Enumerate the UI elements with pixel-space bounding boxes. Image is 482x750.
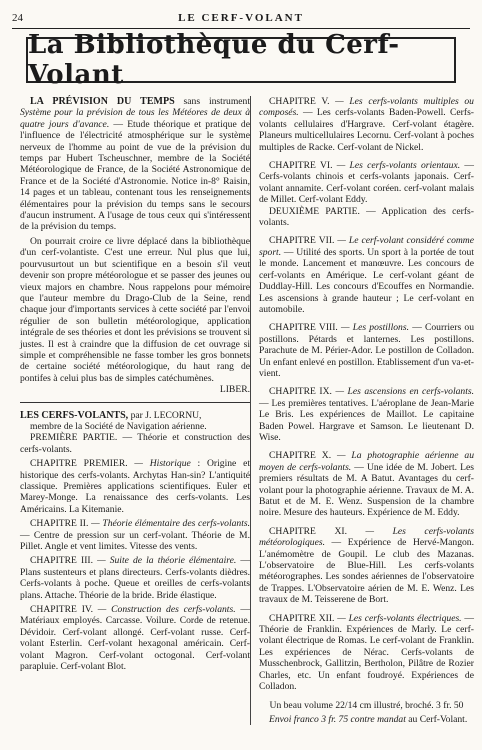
chapter-7: CHAPITRE VII. — Le cerf-volant considéré comme sport. — Utilité des sports. Un sport à la portée de tout le monde. Lancement et manœuvre. Les concours de cerf-volants en Amérique. Le cerf-volant géant de Duddlay-Hill. Les concours d'Ecouffes en Normandie. Les ascensions à grande hauteur ; Le cerf-volant en automobile. bbox=[259, 235, 474, 315]
part-two: DEUXIÈME PARTIE. — Application des cerfs-volants. bbox=[259, 205, 474, 229]
page-number: 24 bbox=[12, 12, 23, 24]
chapter-12: CHAPITRE XII. — Les cerfs-volants électriques. — Théorie de Franklin. Expériences de Marly. Le cerf-volant électrique de Romas. Le cerf-volant de Franklin. Les expériences de Nérac. Cerfs-volants de Musschenbrock, Gallitzin, Bertholon, Pilâtre de Rozier Charles, etc. Un enfant foudroyé. Expériences de Colladon. bbox=[259, 612, 474, 693]
chapter-4: CHAPITRE IV. — Construction des cerfs-volants. — Matériaux employés. Carcasse. Voilure. Corde de retenue. Dévidoir. Cerf-volant allongé. Cerf-volant russe. Cerf-volant Esterlin. Cerf-volant hexagonal américain. Cerf-volant Magron. Cerf-volant octogonal. Cerf-volant parapluie. Cerf-volant Blot. bbox=[20, 604, 250, 673]
chapter-3: CHAPITRE III. — Suite de la théorie élémentaire. — Plans sustenteurs et plans directeurs. Cerfs-volants dièdres. Cerfs-volants à poche. Queue et oreilles de cerfs-volants plans. Attache. Théorie de la bride. Bride élastique. bbox=[20, 555, 250, 601]
left-column bbox=[20, 96, 250, 673]
column-divider bbox=[20, 402, 250, 403]
review-signature: LIBER. bbox=[219, 384, 250, 396]
banner-title: La Bibliothèque du Cerf-Volant bbox=[28, 30, 400, 90]
part-one: PREMIÈRE PARTIE. — Théorie et construction des cerfs-volants. bbox=[20, 432, 250, 455]
shipping-note: Envoi franco 3 fr. 75 contre mandat au Cerf-Volant. bbox=[269, 713, 468, 725]
price-line: Un beau volume 22/14 cm illustré, broché. 3 fr. 50 bbox=[269, 699, 464, 711]
prevision-review: LA PRÉVISION DU TEMPS sans instrument Système pour la prévision de tous les Météores de deux à quatre jours d'avance. — Etude théorique et pratique de l'influence de l'électricité atmosphérique sur le système nerveux de l'homme au point de vue de la prévision du temps par Hubert Tscheuschner, membre de la Société Météorologique de France, de la Société Astronomique de France et de la Société d'Astronomie. Notice in-8° Raisin, 14 pages et un tableau, contenant tous les renseignements élémentaires pour la prévision du temps sans le secours d'aucun instrument. A l'usage de tous ceux qui s'intéressent de la prévision du temps. bbox=[20, 96, 251, 233]
author-affiliation: membre de la Société de Navigation aérienne. bbox=[30, 420, 207, 432]
chapter-1: CHAPITRE PREMIER. — Historique : Origine et historique des cerfs-volants. Archytas Han-sin? L'antiquité classique. Premières applications scientifiques. Euler et Marey-Monge. La renaissance des cerfs-volants. Les Américains. La Kitemanie. bbox=[20, 458, 250, 515]
header-rule bbox=[12, 28, 470, 29]
chapter-9: CHAPITRE IX. — Les ascensions en cerfs-volants. — Les premières tentatives. L'aéroplane de Jean-Marie Le Bris. Les expériences de Maillot. Le capitaine Baden Powel. Hargrave et Samson. Le lieutenant D. Wise. bbox=[259, 386, 474, 443]
chapter-5: CHAPITRE V. — Les cerfs-volants multiples ou composés. — Les cerfs-volants Baden-Powell. Cerfs-volants cellulaires d'Hargrave. Cerf-volant étagère. Planeurs multicellulaires Lecornu. Cerf-volant à poches multiples de Racke. Cerf-volant de Nickel. bbox=[259, 96, 474, 153]
cerfs-volants-book-title: LES CERFS-VOLANTS, par J. LECORNU, bbox=[20, 409, 202, 421]
chapter-11: CHAPITRE XI. — Les cerfs-volants météorologiques. — Expérience de Hervé-Mangon. L'anémomètre de Goupil. Le club des Mazanas. L'observatoire de Blue-Hill. Les cerfs-volants météorographes. Les sondes aériennes de l'observatoire de Trappes. L'Observatoire aérien de M. E. Wenz. Les travaux de M. Teisserene de Bort. bbox=[259, 525, 474, 606]
journal-title: LE CERF-VOLANT bbox=[178, 12, 304, 24]
chapter-6: CHAPITRE VI. — Les cerfs-volants orientaux. — Cerfs-volants chinois et cerfs-volants japonais. Cerf-volant annamite. Cerf-volant coréen. cerf-volant malais de Millet. Cerf-volant Eddy. bbox=[259, 160, 474, 206]
section-banner bbox=[26, 30, 456, 90]
chapter-2: CHAPITRE II. — Théorie élémentaire des cerfs-volants. — Centre de pression sur un cerf-volant. Théorie de M. Pillet. Angle et vent limites. Vitesse des vents. bbox=[20, 518, 250, 553]
chapter-10: CHAPITRE X. — La photographie aérienne au moyen de cerfs-volants. — Une idée de M. Jobert. Les premiers résultats de M. A Batut. Avantages du cerf-volant pour la photographie aérienne. Travaux de M. A. Batut et de M. E. Wenz. Suspension de la chambre noire. Mesure des hauteurs. Expérience de M. Eddy. bbox=[259, 450, 474, 519]
right-column bbox=[250, 96, 474, 725]
page-header bbox=[12, 12, 470, 26]
prevision-commentary: On pourrait croire ce livre déplacé dans la bibliothèque d'un cerf-volantiste. C'est une erreur. Nul plus que lui, pourvusurtout un but scientifique en a besoin s'il veut devenir son propre météorologue et se passer des jeunes ou vieux majors en chambre. Nous rappelons pour mémoire que l'auteur membre du Drago-Club de la Seine, rend chaque jour d'importants services à cette société par l'envoi régulier de son bulletin météorologique, application intégrale de ses théories et dont les prévisions se trouvent si justes. Il est à craindre que la diffusion de cet ouvrage si simple et compréhensible ne fasse tomber les gros bonnets de certaine société météorologique, du haut rang de pontifes à celui plus bas de simples catéchumènes. bbox=[20, 235, 250, 384]
chapter-8: CHAPITRE VIII. — Les postillons. — Courriers ou postillons. Pétards et lanternes. Les postillons. Parachute de M. Périer-Ador. Le postillon de Colladon. Un enfant enlevé en postillon. Etablissement d'un va-et-vient. bbox=[259, 322, 474, 379]
